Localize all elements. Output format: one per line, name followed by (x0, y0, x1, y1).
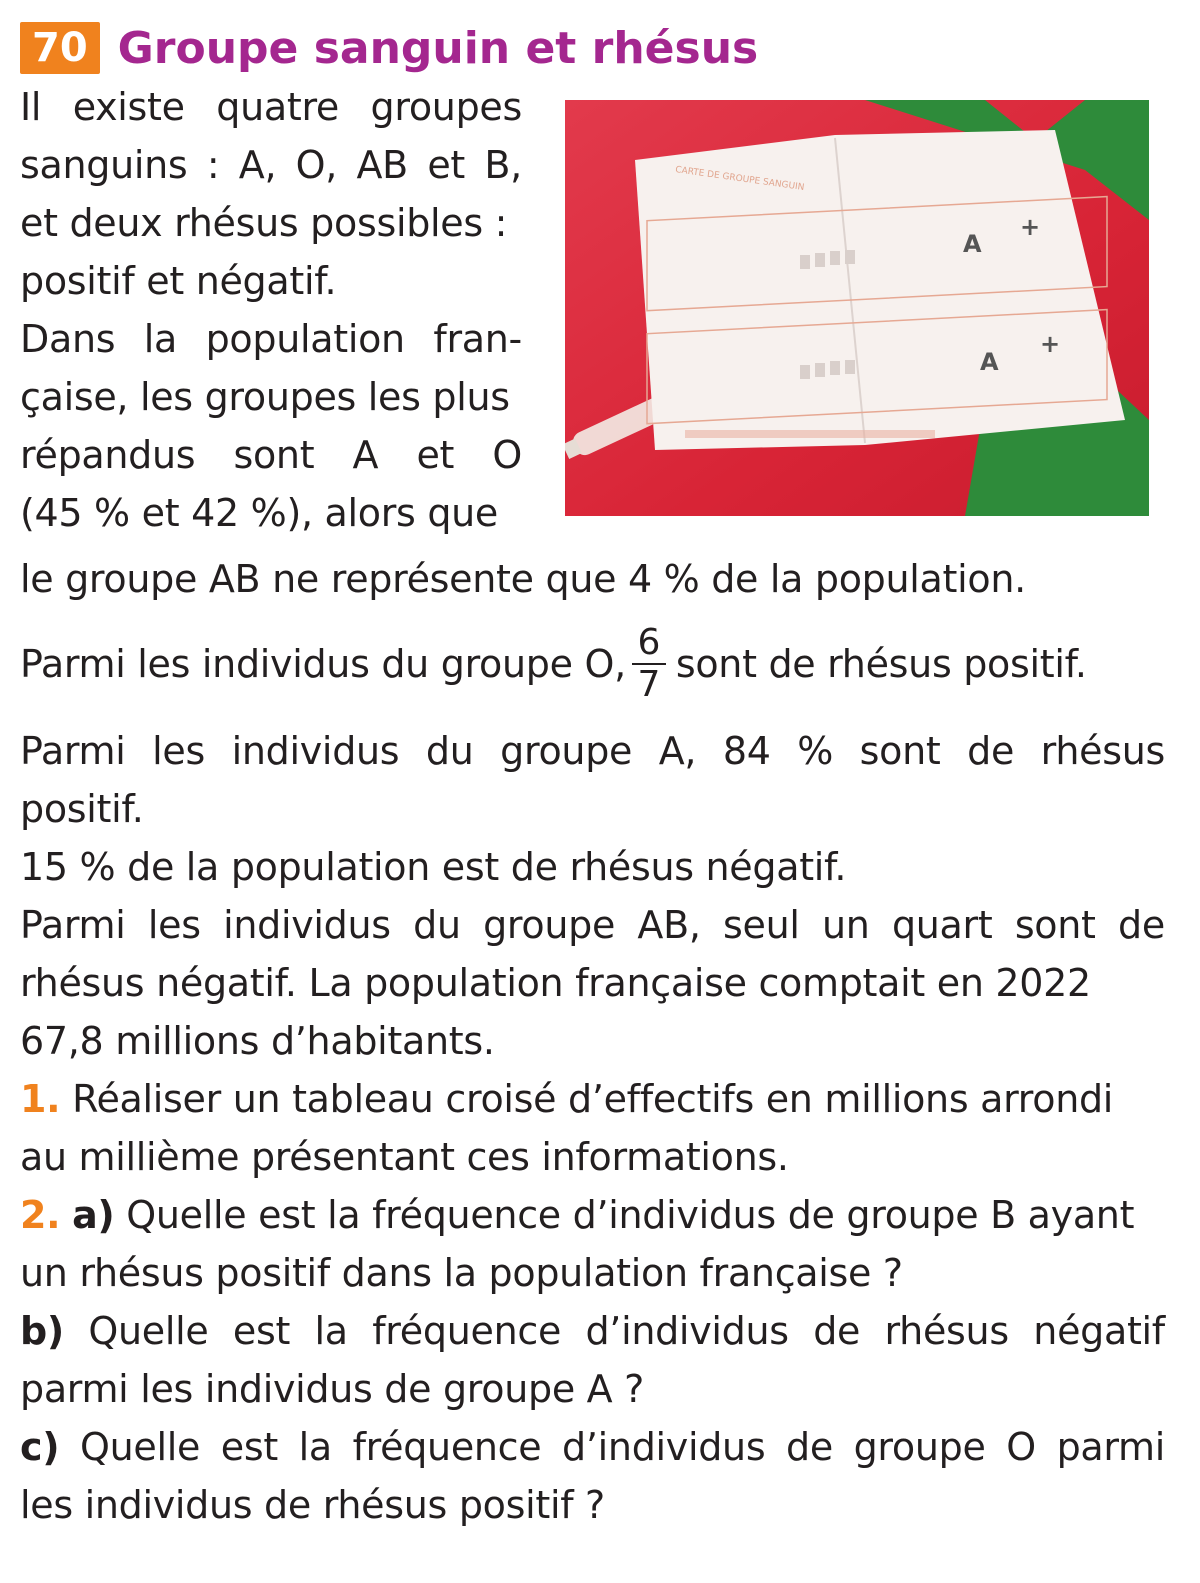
word: est (232, 1309, 291, 1353)
word: du (413, 903, 461, 947)
question-2b-line2: parmi les individus de groupe A ? (20, 1367, 645, 1411)
word: groupe (853, 1425, 986, 1469)
question-2a (20, 1192, 1134, 1238)
question-1-line2: au millième présentant ces informations. (20, 1135, 789, 1179)
intro-line (20, 258, 336, 304)
word: négatif (1033, 1309, 1165, 1353)
text-line-population: rhésus négatif. La population française comptait en 2022 (20, 961, 1091, 1005)
word: de (1118, 903, 1165, 947)
fraction-denominator: 7 (637, 664, 661, 705)
exercise-title: Groupe sanguin et rhésus (117, 22, 759, 74)
question-2-number: 2. (20, 1193, 61, 1237)
intro-word: positif et négatif. (20, 259, 337, 303)
word: groupe (483, 903, 616, 947)
intro-word: A (352, 433, 379, 477)
word: fréquence (372, 1309, 562, 1353)
intro-word: fran- (433, 317, 522, 361)
question-1-number: 1. (20, 1077, 61, 1121)
fraction-sentence-before: Parmi les individus du groupe O, (20, 642, 626, 686)
word: Quelle (79, 1425, 201, 1469)
intro-word: sont (233, 433, 315, 477)
intro-word: et (427, 143, 465, 187)
intro-word: sanguins (20, 143, 188, 187)
word: la (314, 1309, 348, 1353)
question-2a-label: a) (72, 1193, 115, 1237)
word: du (425, 729, 474, 773)
question-2b (20, 1308, 1165, 1354)
word: Parmi (20, 729, 126, 773)
intro-word: AB (356, 143, 408, 187)
word: sont (859, 729, 941, 773)
word: individus (223, 903, 391, 947)
intro-word: et deux rhésus possibles : (20, 201, 508, 245)
word: de (813, 1309, 861, 1353)
word: % (797, 729, 834, 773)
intro-line (20, 490, 498, 536)
text-line-negatif: 15 % de la population est de rhésus négatif. (20, 845, 847, 889)
word: d’individus (585, 1309, 789, 1353)
text-line-group-ab (20, 902, 1165, 948)
intro-word: et (416, 433, 455, 477)
intro-word: (45 % et 42 %), alors que (20, 491, 499, 535)
word: est (220, 1425, 278, 1469)
intro-word: O (492, 433, 522, 477)
word: parmi (1056, 1425, 1165, 1469)
word: de (967, 729, 1015, 773)
word: individus (231, 729, 400, 773)
exercise-number-badge: 70 (20, 22, 100, 74)
fraction-six-sevenths (632, 623, 666, 705)
word: rhésus (884, 1309, 1009, 1353)
intro-word: çaise, les groupes les plus (20, 375, 510, 419)
word: un (822, 903, 870, 947)
intro-line (20, 142, 522, 188)
intro-word: groupes (370, 85, 522, 129)
word: Quelle (88, 1309, 209, 1353)
card-group-2: A (980, 348, 999, 376)
fraction-sentence (20, 614, 1087, 714)
word: de (786, 1425, 833, 1469)
card-rh-2: + (1040, 330, 1061, 358)
question-2b-label: b) (20, 1309, 64, 1353)
word: seul (723, 903, 800, 947)
word: A, (658, 729, 697, 773)
intro-word: Dans (20, 317, 116, 361)
intro-word: répandus (20, 433, 196, 477)
word: les (152, 729, 205, 773)
question-2c-label: c) (20, 1425, 60, 1469)
intro-word: quatre (216, 85, 340, 129)
question-2a-text: Quelle est la fréquence d’individus de groupe B ayant (126, 1193, 1135, 1237)
fraction-sentence-after: sont de rhésus positif. (675, 642, 1087, 686)
word: rhésus (1040, 729, 1165, 773)
word: fréquence (352, 1425, 542, 1469)
intro-line (20, 84, 522, 130)
intro-line (20, 432, 522, 478)
card-header-text: CARTE DE GROUPE SANGUIN (674, 165, 805, 194)
intro-word: existe (72, 85, 185, 129)
card-group-1: A (963, 230, 982, 258)
intro-word: B, (484, 143, 522, 187)
word: la (298, 1425, 332, 1469)
exercise-header (20, 18, 758, 78)
intro-line (20, 200, 507, 246)
word: Parmi (20, 903, 126, 947)
intro-line (20, 316, 522, 362)
fraction-numerator: 6 (637, 622, 661, 663)
text-line-habitants: 67,8 millions d’habitants. (20, 1019, 495, 1063)
intro-word: population (205, 317, 405, 361)
text-line-positif: positif. (20, 787, 144, 831)
question-2a-line2: un rhésus positif dans la population française ? (20, 1251, 903, 1295)
word: AB, (637, 903, 701, 947)
card-rh-1: + (1020, 213, 1041, 241)
word: 84 (722, 729, 771, 773)
question-1-text: Réaliser un tableau croisé d’effectifs en millions arrondi (72, 1077, 1114, 1121)
intro-line (20, 374, 510, 420)
intro-word: la (143, 317, 178, 361)
question-1 (20, 1076, 1113, 1122)
blood-card-illustration (565, 100, 1149, 516)
intro-word: A, (238, 143, 277, 187)
text-line-ab: le groupe AB ne représente que 4 % de la population. (20, 557, 1026, 601)
question-2c-line2: les individus de rhésus positif ? (20, 1483, 605, 1527)
word: les (147, 903, 201, 947)
word: quart (891, 903, 993, 947)
word: d’individus (562, 1425, 766, 1469)
intro-word: O, (295, 143, 338, 187)
blood-card (635, 130, 1125, 450)
intro-word: Il (20, 85, 42, 129)
word: sont (1014, 903, 1096, 947)
word: O (1006, 1425, 1036, 1469)
word: groupe (500, 729, 633, 773)
blood-card-photo (565, 100, 1149, 516)
intro-word: : (206, 143, 220, 187)
text-line-group-a (20, 728, 1165, 774)
question-2c (20, 1424, 1165, 1470)
